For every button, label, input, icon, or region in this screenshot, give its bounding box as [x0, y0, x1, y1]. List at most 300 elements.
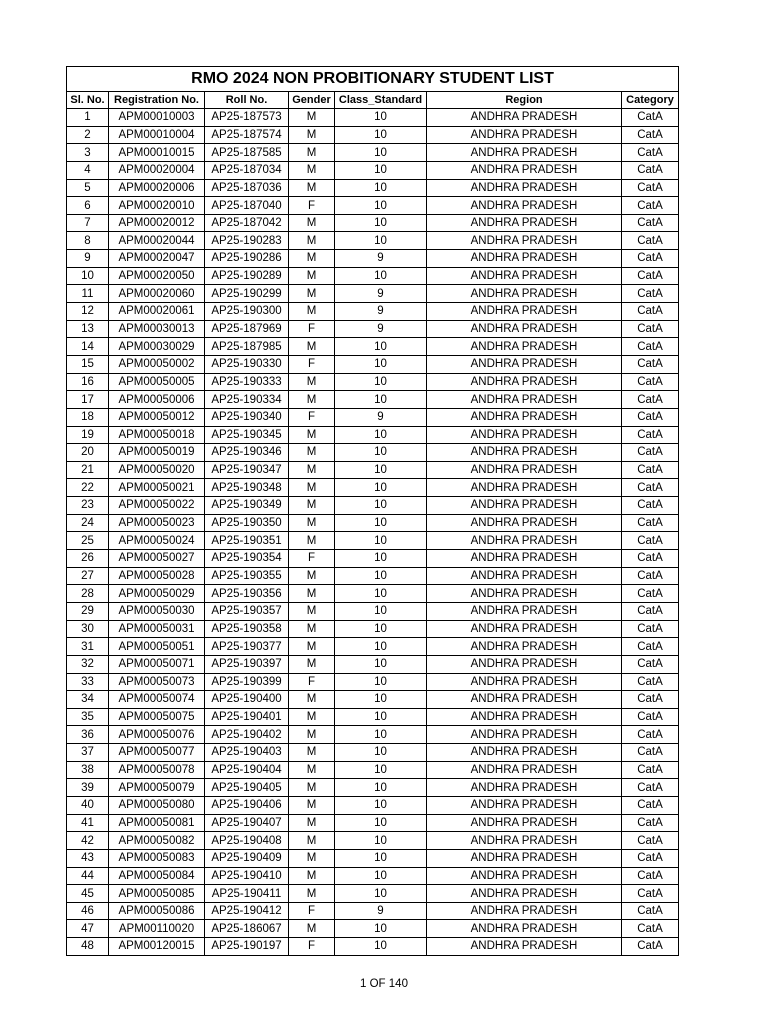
registration-no-cell: APM00050085 [109, 885, 205, 903]
gender-cell: M [289, 885, 335, 903]
region-cell: ANDHRA PRADESH [427, 867, 622, 885]
registration-no-cell: APM00050051 [109, 638, 205, 656]
category-cell: CatA [622, 938, 679, 956]
registration-no-cell: APM00050086 [109, 902, 205, 920]
gender-cell: F [289, 938, 335, 956]
category-cell: CatA [622, 673, 679, 691]
region-cell: ANDHRA PRADESH [427, 796, 622, 814]
table-row [67, 408, 679, 426]
sl-no-cell: 41 [67, 814, 109, 832]
roll-no-cell: AP25-190358 [205, 620, 289, 638]
gender-cell: M [289, 814, 335, 832]
sl-no-cell: 32 [67, 655, 109, 673]
region-cell: ANDHRA PRADESH [427, 761, 622, 779]
roll-no-cell: AP25-190334 [205, 391, 289, 409]
gender-cell: M [289, 126, 335, 144]
class-standard-cell: 10 [335, 585, 427, 603]
region-cell: ANDHRA PRADESH [427, 920, 622, 938]
table-row [67, 161, 679, 179]
region-cell: ANDHRA PRADESH [427, 638, 622, 656]
registration-no-cell: APM00050027 [109, 550, 205, 568]
category-cell: CatA [622, 814, 679, 832]
class-standard-cell: 10 [335, 655, 427, 673]
category-cell: CatA [622, 267, 679, 285]
region-cell: ANDHRA PRADESH [427, 832, 622, 850]
table-row [67, 761, 679, 779]
class-standard-cell: 10 [335, 920, 427, 938]
table-row [67, 832, 679, 850]
gender-cell: M [289, 744, 335, 762]
roll-no-cell: AP25-187969 [205, 320, 289, 338]
table-row [67, 867, 679, 885]
class-standard-cell: 10 [335, 426, 427, 444]
category-cell: CatA [622, 550, 679, 568]
table-row [67, 144, 679, 162]
sl-no-cell: 18 [67, 408, 109, 426]
table-row [67, 461, 679, 479]
class-standard-cell: 9 [335, 408, 427, 426]
class-standard-cell: 9 [335, 303, 427, 321]
registration-no-cell: APM00020050 [109, 267, 205, 285]
roll-no-cell: AP25-190197 [205, 938, 289, 956]
sl-no-cell: 22 [67, 479, 109, 497]
region-cell: ANDHRA PRADESH [427, 391, 622, 409]
registration-no-cell: APM00020006 [109, 179, 205, 197]
gender-cell: F [289, 673, 335, 691]
region-cell: ANDHRA PRADESH [427, 267, 622, 285]
roll-no-cell: AP25-190404 [205, 761, 289, 779]
registration-no-cell: APM00050073 [109, 673, 205, 691]
registration-no-cell: APM00030013 [109, 320, 205, 338]
sl-no-cell: 4 [67, 161, 109, 179]
class-standard-cell: 10 [335, 532, 427, 550]
registration-no-cell: APM00050023 [109, 514, 205, 532]
registration-no-cell: APM00050012 [109, 408, 205, 426]
gender-cell: M [289, 338, 335, 356]
sl-no-cell: 20 [67, 444, 109, 462]
registration-no-cell: APM00050018 [109, 426, 205, 444]
category-cell: CatA [622, 585, 679, 603]
category-cell: CatA [622, 514, 679, 532]
student-list-table [66, 66, 679, 956]
roll-no-cell: AP25-190410 [205, 867, 289, 885]
registration-no-cell: APM00050005 [109, 373, 205, 391]
category-cell: CatA [622, 708, 679, 726]
registration-no-cell: APM00050075 [109, 708, 205, 726]
roll-no-cell: AP25-190300 [205, 303, 289, 321]
region-cell: ANDHRA PRADESH [427, 144, 622, 162]
class-standard-cell: 9 [335, 285, 427, 303]
class-standard-cell: 10 [335, 867, 427, 885]
gender-cell: F [289, 902, 335, 920]
roll-no-cell: AP25-190356 [205, 585, 289, 603]
registration-no-cell: APM00050074 [109, 691, 205, 709]
region-cell: ANDHRA PRADESH [427, 408, 622, 426]
registration-no-cell: APM00050081 [109, 814, 205, 832]
class-standard-cell: 10 [335, 744, 427, 762]
sl-no-cell: 9 [67, 250, 109, 268]
gender-cell: M [289, 779, 335, 797]
region-cell: ANDHRA PRADESH [427, 161, 622, 179]
registration-no-cell: APM00050021 [109, 479, 205, 497]
roll-no-cell: AP25-187585 [205, 144, 289, 162]
roll-no-cell: AP25-190289 [205, 267, 289, 285]
category-cell: CatA [622, 214, 679, 232]
roll-no-cell: AP25-190408 [205, 832, 289, 850]
category-cell: CatA [622, 655, 679, 673]
region-cell: ANDHRA PRADESH [427, 655, 622, 673]
gender-cell: M [289, 567, 335, 585]
roll-no-cell: AP25-187034 [205, 161, 289, 179]
roll-no-cell: AP25-190286 [205, 250, 289, 268]
region-cell: ANDHRA PRADESH [427, 814, 622, 832]
gender-cell: M [289, 444, 335, 462]
column-header-roll-no: Roll No. [205, 92, 289, 109]
gender-cell: M [289, 426, 335, 444]
gender-cell: M [289, 585, 335, 603]
roll-no-cell: AP25-190283 [205, 232, 289, 250]
table-row [67, 232, 679, 250]
sl-no-cell: 37 [67, 744, 109, 762]
table-row [67, 338, 679, 356]
registration-no-cell: APM00020044 [109, 232, 205, 250]
registration-no-cell: APM00110020 [109, 920, 205, 938]
class-standard-cell: 10 [335, 373, 427, 391]
registration-no-cell: APM00050031 [109, 620, 205, 638]
category-cell: CatA [622, 197, 679, 215]
table-row [67, 267, 679, 285]
class-standard-cell: 10 [335, 232, 427, 250]
category-cell: CatA [622, 161, 679, 179]
region-cell: ANDHRA PRADESH [427, 885, 622, 903]
header-row [67, 92, 679, 109]
column-header-gender: Gender [289, 92, 335, 109]
gender-cell: M [289, 532, 335, 550]
registration-no-cell: APM00050080 [109, 796, 205, 814]
class-standard-cell: 10 [335, 832, 427, 850]
roll-no-cell: AP25-186067 [205, 920, 289, 938]
category-cell: CatA [622, 761, 679, 779]
region-cell: ANDHRA PRADESH [427, 232, 622, 250]
table-row [67, 814, 679, 832]
class-standard-cell: 9 [335, 902, 427, 920]
category-cell: CatA [622, 303, 679, 321]
region-cell: ANDHRA PRADESH [427, 197, 622, 215]
sl-no-cell: 29 [67, 602, 109, 620]
region-cell: ANDHRA PRADESH [427, 744, 622, 762]
category-cell: CatA [622, 832, 679, 850]
sl-no-cell: 40 [67, 796, 109, 814]
page-number: 1 OF 140 [360, 978, 408, 990]
table-row [67, 655, 679, 673]
region-cell: ANDHRA PRADESH [427, 179, 622, 197]
roll-no-cell: AP25-190411 [205, 885, 289, 903]
gender-cell: M [289, 920, 335, 938]
document-title: RMO 2024 NON PROBITIONARY STUDENT LIST [67, 67, 679, 92]
gender-cell: F [289, 550, 335, 568]
roll-no-cell: AP25-190355 [205, 567, 289, 585]
sl-no-cell: 34 [67, 691, 109, 709]
sl-no-cell: 24 [67, 514, 109, 532]
gender-cell: F [289, 355, 335, 373]
sl-no-cell: 48 [67, 938, 109, 956]
gender-cell: M [289, 796, 335, 814]
table-row [67, 567, 679, 585]
category-cell: CatA [622, 338, 679, 356]
table-row [67, 109, 679, 127]
region-cell: ANDHRA PRADESH [427, 214, 622, 232]
category-cell: CatA [622, 355, 679, 373]
roll-no-cell: AP25-190357 [205, 602, 289, 620]
category-cell: CatA [622, 726, 679, 744]
roll-no-cell: AP25-190399 [205, 673, 289, 691]
roll-no-cell: AP25-190346 [205, 444, 289, 462]
sl-no-cell: 8 [67, 232, 109, 250]
class-standard-cell: 10 [335, 514, 427, 532]
sl-no-cell: 33 [67, 673, 109, 691]
registration-no-cell: APM00120015 [109, 938, 205, 956]
region-cell: ANDHRA PRADESH [427, 620, 622, 638]
class-standard-cell: 10 [335, 673, 427, 691]
category-cell: CatA [622, 373, 679, 391]
sl-no-cell: 36 [67, 726, 109, 744]
class-standard-cell: 10 [335, 161, 427, 179]
sl-no-cell: 2 [67, 126, 109, 144]
sl-no-cell: 16 [67, 373, 109, 391]
table-row [67, 708, 679, 726]
category-cell: CatA [622, 391, 679, 409]
class-standard-cell: 10 [335, 197, 427, 215]
sl-no-cell: 14 [67, 338, 109, 356]
table-row [67, 514, 679, 532]
class-standard-cell: 10 [335, 126, 427, 144]
sl-no-cell: 46 [67, 902, 109, 920]
roll-no-cell: AP25-187985 [205, 338, 289, 356]
class-standard-cell: 10 [335, 444, 427, 462]
roll-no-cell: AP25-190406 [205, 796, 289, 814]
class-standard-cell: 10 [335, 338, 427, 356]
region-cell: ANDHRA PRADESH [427, 726, 622, 744]
gender-cell: M [289, 267, 335, 285]
table-row [67, 902, 679, 920]
table-row [67, 532, 679, 550]
category-cell: CatA [622, 744, 679, 762]
category-cell: CatA [622, 602, 679, 620]
sl-no-cell: 45 [67, 885, 109, 903]
region-cell: ANDHRA PRADESH [427, 567, 622, 585]
category-cell: CatA [622, 885, 679, 903]
roll-no-cell: AP25-190299 [205, 285, 289, 303]
sl-no-cell: 3 [67, 144, 109, 162]
region-cell: ANDHRA PRADESH [427, 126, 622, 144]
sl-no-cell: 25 [67, 532, 109, 550]
class-standard-cell: 10 [335, 691, 427, 709]
roll-no-cell: AP25-190402 [205, 726, 289, 744]
class-standard-cell: 10 [335, 461, 427, 479]
registration-no-cell: APM00050083 [109, 849, 205, 867]
table-row [67, 796, 679, 814]
registration-no-cell: APM00050022 [109, 497, 205, 515]
registration-no-cell: APM00050030 [109, 602, 205, 620]
gender-cell: M [289, 708, 335, 726]
sl-no-cell: 13 [67, 320, 109, 338]
table-row [67, 726, 679, 744]
category-cell: CatA [622, 902, 679, 920]
region-cell: ANDHRA PRADESH [427, 691, 622, 709]
category-cell: CatA [622, 532, 679, 550]
category-cell: CatA [622, 408, 679, 426]
table-row [67, 497, 679, 515]
class-standard-cell: 10 [335, 814, 427, 832]
table-row [67, 602, 679, 620]
table-row [67, 691, 679, 709]
category-cell: CatA [622, 426, 679, 444]
gender-cell: M [289, 832, 335, 850]
sl-no-cell: 31 [67, 638, 109, 656]
category-cell: CatA [622, 461, 679, 479]
sl-no-cell: 35 [67, 708, 109, 726]
class-standard-cell: 10 [335, 567, 427, 585]
category-cell: CatA [622, 109, 679, 127]
gender-cell: M [289, 373, 335, 391]
sl-no-cell: 23 [67, 497, 109, 515]
category-cell: CatA [622, 126, 679, 144]
roll-no-cell: AP25-190347 [205, 461, 289, 479]
table-body [67, 109, 679, 956]
registration-no-cell: APM00050020 [109, 461, 205, 479]
registration-no-cell: APM00020010 [109, 197, 205, 215]
registration-no-cell: APM00030029 [109, 338, 205, 356]
category-cell: CatA [622, 497, 679, 515]
gender-cell: M [289, 849, 335, 867]
category-cell: CatA [622, 867, 679, 885]
registration-no-cell: APM00010003 [109, 109, 205, 127]
table-row [67, 214, 679, 232]
registration-no-cell: APM00050028 [109, 567, 205, 585]
class-standard-cell: 10 [335, 214, 427, 232]
registration-no-cell: APM00050077 [109, 744, 205, 762]
sl-no-cell: 26 [67, 550, 109, 568]
column-header-sl-no: Sl. No. [67, 92, 109, 109]
category-cell: CatA [622, 691, 679, 709]
gender-cell: M [289, 497, 335, 515]
roll-no-cell: AP25-190401 [205, 708, 289, 726]
roll-no-cell: AP25-190348 [205, 479, 289, 497]
class-standard-cell: 10 [335, 179, 427, 197]
region-cell: ANDHRA PRADESH [427, 479, 622, 497]
sl-no-cell: 17 [67, 391, 109, 409]
sl-no-cell: 15 [67, 355, 109, 373]
gender-cell: M [289, 867, 335, 885]
table-row [67, 179, 679, 197]
gender-cell: F [289, 197, 335, 215]
class-standard-cell: 10 [335, 109, 427, 127]
region-cell: ANDHRA PRADESH [427, 550, 622, 568]
roll-no-cell: AP25-187573 [205, 109, 289, 127]
gender-cell: M [289, 179, 335, 197]
gender-cell: M [289, 250, 335, 268]
table-row [67, 479, 679, 497]
region-cell: ANDHRA PRADESH [427, 902, 622, 920]
roll-no-cell: AP25-190400 [205, 691, 289, 709]
registration-no-cell: APM00010015 [109, 144, 205, 162]
table-row [67, 391, 679, 409]
sl-no-cell: 30 [67, 620, 109, 638]
class-standard-cell: 10 [335, 779, 427, 797]
gender-cell: M [289, 638, 335, 656]
roll-no-cell: AP25-190330 [205, 355, 289, 373]
category-cell: CatA [622, 567, 679, 585]
table-row [67, 920, 679, 938]
category-cell: CatA [622, 796, 679, 814]
sl-no-cell: 11 [67, 285, 109, 303]
registration-no-cell: APM00050071 [109, 655, 205, 673]
table-row [67, 885, 679, 903]
gender-cell: M [289, 303, 335, 321]
class-standard-cell: 10 [335, 355, 427, 373]
table-row [67, 250, 679, 268]
region-cell: ANDHRA PRADESH [427, 938, 622, 956]
gender-cell: M [289, 479, 335, 497]
roll-no-cell: AP25-187040 [205, 197, 289, 215]
registration-no-cell: APM00050079 [109, 779, 205, 797]
registration-no-cell: APM00050006 [109, 391, 205, 409]
sl-no-cell: 19 [67, 426, 109, 444]
gender-cell: M [289, 461, 335, 479]
table-row [67, 550, 679, 568]
table-row [67, 620, 679, 638]
roll-no-cell: AP25-187036 [205, 179, 289, 197]
gender-cell: M [289, 144, 335, 162]
category-cell: CatA [622, 444, 679, 462]
class-standard-cell: 10 [335, 602, 427, 620]
category-cell: CatA [622, 620, 679, 638]
gender-cell: M [289, 214, 335, 232]
gender-cell: M [289, 655, 335, 673]
sl-no-cell: 43 [67, 849, 109, 867]
sl-no-cell: 7 [67, 214, 109, 232]
gender-cell: M [289, 285, 335, 303]
category-cell: CatA [622, 320, 679, 338]
column-header-region: Region [427, 92, 622, 109]
gender-cell: M [289, 761, 335, 779]
table-row [67, 426, 679, 444]
registration-no-cell: APM00050002 [109, 355, 205, 373]
title-row [67, 67, 679, 92]
region-cell: ANDHRA PRADESH [427, 849, 622, 867]
gender-cell: M [289, 232, 335, 250]
category-cell: CatA [622, 144, 679, 162]
sl-no-cell: 28 [67, 585, 109, 603]
table-row [67, 638, 679, 656]
roll-no-cell: AP25-190412 [205, 902, 289, 920]
table-row [67, 285, 679, 303]
region-cell: ANDHRA PRADESH [427, 779, 622, 797]
registration-no-cell: APM00020060 [109, 285, 205, 303]
roll-no-cell: AP25-190350 [205, 514, 289, 532]
gender-cell: M [289, 602, 335, 620]
sl-no-cell: 5 [67, 179, 109, 197]
registration-no-cell: APM00050076 [109, 726, 205, 744]
registration-no-cell: APM00020012 [109, 214, 205, 232]
table-row [67, 355, 679, 373]
table-row [67, 673, 679, 691]
column-header-registration-no: Registration No. [109, 92, 205, 109]
class-standard-cell: 10 [335, 620, 427, 638]
region-cell: ANDHRA PRADESH [427, 426, 622, 444]
registration-no-cell: APM00050029 [109, 585, 205, 603]
category-cell: CatA [622, 179, 679, 197]
